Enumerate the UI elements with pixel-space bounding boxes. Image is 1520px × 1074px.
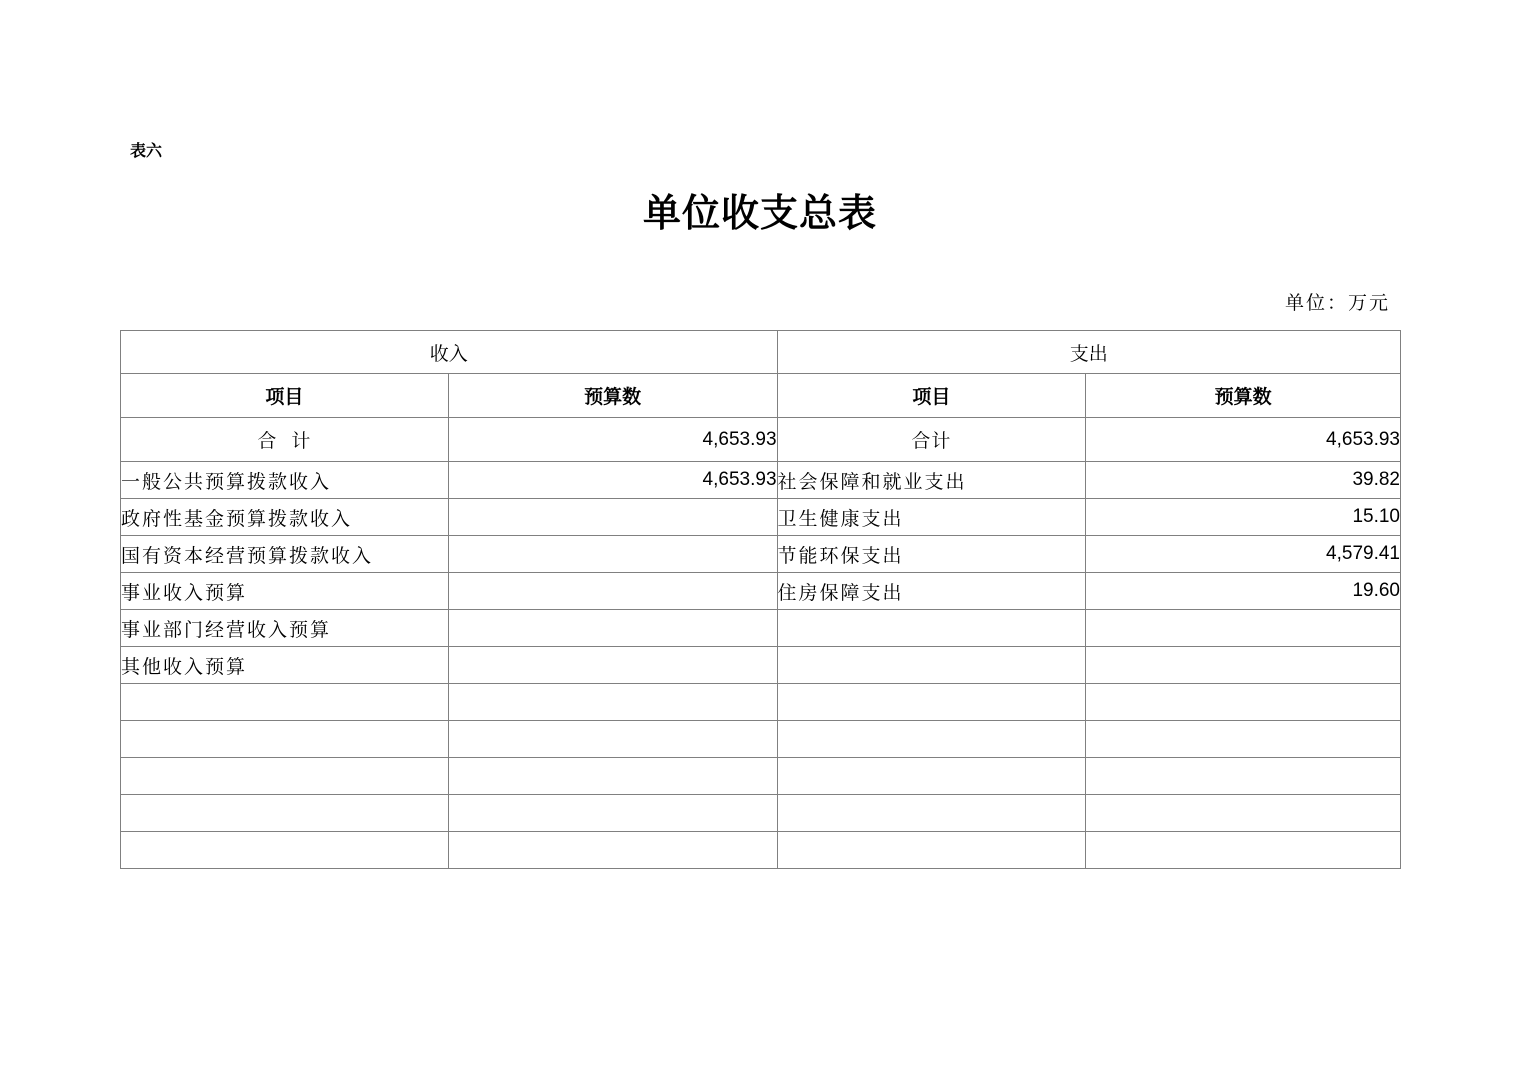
income-value-cell [448, 832, 777, 869]
income-item-cell [121, 684, 449, 721]
expense-value-cell: 19.60 [1086, 573, 1401, 610]
income-total-label: 合 计 [121, 418, 449, 462]
table-row [121, 536, 1401, 573]
income-item-cell [121, 721, 449, 758]
table-row [121, 758, 1401, 795]
expense-item-cell [777, 795, 1086, 832]
income-item-column-header: 项目 [121, 374, 449, 418]
expense-value-cell: 15.10 [1086, 499, 1401, 536]
expense-value-cell: 39.82 [1086, 462, 1401, 499]
income-expense-summary-table [120, 330, 1401, 869]
income-value-cell [448, 795, 777, 832]
table-row [121, 573, 1401, 610]
expense-item-cell: 节能环保支出 [777, 536, 1086, 573]
expense-value-cell [1086, 832, 1401, 869]
table-row [121, 499, 1401, 536]
income-value-cell: 4,653.93 [448, 462, 777, 499]
income-item-cell [121, 832, 449, 869]
income-item-cell: 事业部门经营收入预算 [121, 610, 449, 647]
expense-item-cell [777, 758, 1086, 795]
expense-item-cell [777, 647, 1086, 684]
expense-value-cell: 4,579.41 [1086, 536, 1401, 573]
expense-value-cell [1086, 795, 1401, 832]
table-row [121, 795, 1401, 832]
income-item-cell: 国有资本经营预算拨款收入 [121, 536, 449, 573]
expense-group-header: 支出 [777, 331, 1400, 374]
expense-item-column-header: 项目 [777, 374, 1086, 418]
total-row [121, 418, 1401, 462]
expense-item-cell: 卫生健康支出 [777, 499, 1086, 536]
table-number-label: 表六 [130, 141, 163, 160]
column-header-row [121, 374, 1401, 418]
table-row [121, 462, 1401, 499]
income-value-cell [448, 573, 777, 610]
income-budget-column-header: 预算数 [448, 374, 777, 418]
income-value-cell [448, 721, 777, 758]
expense-value-cell [1086, 758, 1401, 795]
expense-item-cell: 住房保障支出 [777, 573, 1086, 610]
expense-item-cell [777, 684, 1086, 721]
income-total-value: 4,653.93 [448, 418, 777, 462]
table-row [121, 721, 1401, 758]
income-item-cell: 其他收入预算 [121, 647, 449, 684]
income-value-cell [448, 499, 777, 536]
expense-value-cell [1086, 721, 1401, 758]
income-item-cell [121, 795, 449, 832]
income-group-header: 收入 [121, 331, 778, 374]
income-value-cell [448, 536, 777, 573]
income-item-cell: 事业收入预算 [121, 573, 449, 610]
expense-item-cell [777, 610, 1086, 647]
expense-item-cell [777, 832, 1086, 869]
table-row [121, 684, 1401, 721]
income-item-cell: 政府性基金预算拨款收入 [121, 499, 449, 536]
expense-total-value: 4,653.93 [1086, 418, 1401, 462]
expense-budget-column-header: 预算数 [1086, 374, 1401, 418]
expense-value-cell [1086, 684, 1401, 721]
table-row [121, 610, 1401, 647]
expense-item-cell [777, 721, 1086, 758]
unit-label: 单位：万元 [1284, 292, 1390, 314]
expense-item-cell: 社会保障和就业支出 [777, 462, 1086, 499]
income-value-cell [448, 758, 777, 795]
income-item-cell [121, 758, 449, 795]
income-value-cell [448, 684, 777, 721]
income-item-cell: 一般公共预算拨款收入 [121, 462, 449, 499]
table-row [121, 832, 1401, 869]
expense-value-cell [1086, 610, 1401, 647]
income-value-cell [448, 610, 777, 647]
group-header-row [121, 331, 1401, 374]
document-title: 单位收支总表 [642, 190, 877, 235]
expense-total-label: 合计 [777, 418, 1086, 462]
table-row [121, 647, 1401, 684]
income-value-cell [448, 647, 777, 684]
expense-value-cell [1086, 647, 1401, 684]
